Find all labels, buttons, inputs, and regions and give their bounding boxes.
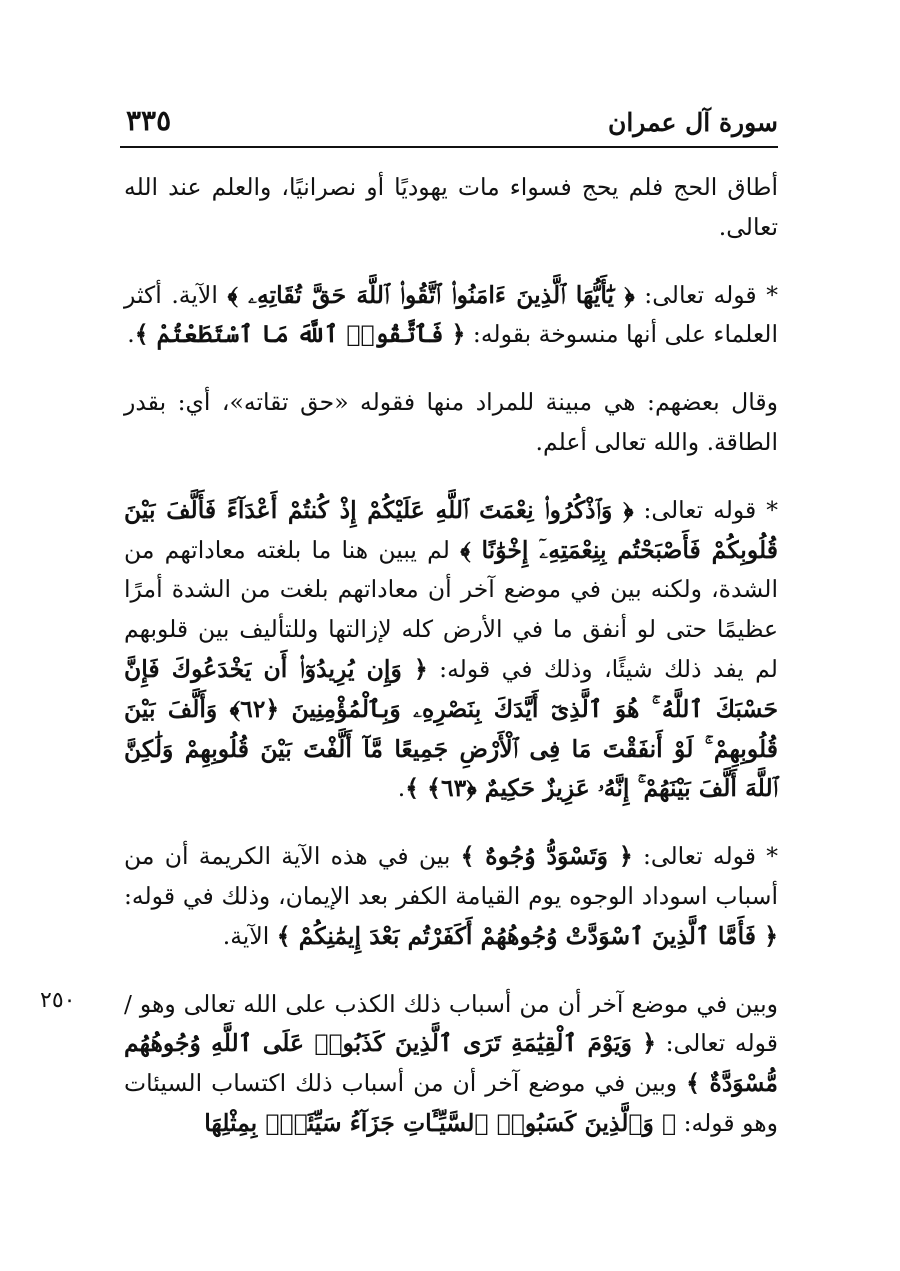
paragraph-text: وقال بعضهم: هي مبينة للمراد منها فقوله «حق تقاته»، أي: بقدر الطاقة. والله تعالى أعلم. — [124, 388, 778, 456]
quran-verse: ﴿ يَٰٓأَيُّهَا ٱلَّذِينَ ءَامَنُوا۟ ٱتَّقُوا۟ ٱللَّهَ حَقَّ تُقَاتِهِۦ ﴾ — [227, 280, 635, 309]
paragraph-text: وبين في موضع آخر أن من أسباب ذلك اكتساب السيئات وهو قوله: — [124, 1069, 778, 1137]
paragraph-end: الآية. — [222, 921, 270, 950]
paragraph-4 — [124, 491, 778, 809]
page-body — [124, 168, 778, 1172]
quran-verse: ﴿ فَٱتَّقُوا۟ ٱللَّهَ مَا ٱسْتَطَعْتُمْ ﴾ — [134, 320, 466, 349]
paragraph-2 — [124, 276, 778, 356]
page-number: ٣٣٥ — [126, 104, 172, 137]
quran-verse: ﴿ وَٱذْكُرُوا۟ نِعْمَتَ ٱللَّهِ عَلَيْكُمْ إِذْ كُنتُمْ أَعْدَآءً فَأَلَّفَ بَيْنَ قُلُوبِكُمْ فَأَصْبَحْتُم بِنِعْمَتِهِۦٓ إِخْوَٰنًا ﴾ — [124, 495, 778, 564]
paragraph-1 — [124, 168, 778, 248]
paragraph-intro: * قوله تعالى: — [644, 280, 778, 309]
paragraph-5 — [124, 837, 778, 956]
quran-verse: ﴿ وَيَوْمَ ٱلْقِيَٰمَةِ تَرَى ٱلَّذِينَ كَذَبُوا۟ عَلَى ٱللَّهِ وُجُوهُهُم مُّسْوَدَّةٌ ﴾ — [124, 1029, 778, 1098]
paragraph-intro: * قوله تعالى: — [643, 495, 778, 524]
quran-verse: ﴿ وَٱلَّذِينَ كَسَبُوا۟ ٱلسَّيِّـَٔاتِ جَزَآءُ سَيِّئَةٍۭ بِمِثْلِهَا — [204, 1108, 677, 1137]
surah-title: سورة آل عمران — [607, 108, 778, 137]
page-header — [120, 100, 778, 148]
paragraph-intro: وبين في موضع آخر أن من أسباب ذلك الكذب على الله تعالى وهو / قوله تعالى: — [124, 989, 778, 1058]
paragraph-intro: * قوله تعالى: — [642, 842, 778, 871]
paragraph-text: بين في هذه الآية الكريمة أن من أسباب اسوداد الوجوه يوم القيامة الكفر بعد الإيمان، وذلك في قوله: — [124, 842, 778, 910]
quran-verse: ﴿ وَتَسْوَدُّ وُجُوهٌ ﴾ — [460, 842, 633, 871]
quran-verse: ﴿ وَإِن يُرِيدُوٓا۟ أَن يَخْدَعُوكَ فَإِنَّ حَسْبَكَ ٱللَّهُ ۚ هُوَ ٱلَّذِىٓ أَيَّدَكَ بِنَصْرِهِۦ وَبِٱلْمُؤْمِنِينَ ﴿٦٢﴾ وَأَلَّفَ بَيْنَ قُلُوبِهِمْ ۚ لَوْ أَنفَقْتَ مَا فِى ٱلْأَرْضِ جَمِيعًا مَّآ أَلَّفْتَ بَيْنَ قُلُوبِهِمْ وَلَٰكِنَّ ٱللَّهَ أَلَّفَ بَيْنَهُمْ ۚ إِنَّهُۥ عَزِيزٌ حَكِيمٌ ﴿٦٣﴾ ﴾ — [124, 654, 778, 803]
paragraph-text: أطاق الحج فلم يحج فسواء مات يهوديًا أو نصرانيًا، والعلم عند الله تعالى. — [124, 173, 778, 241]
paragraph-end: . — [127, 320, 135, 349]
paragraph-text: لم يبين هنا ما بلغته معاداتهم من الشدة، ولكنه بين في موضع آخر أن معاداتهم بلغت من الشدة أمرًا عظيمًا حتى لو أنفق ما في الأرض كله لإزالتها وللتأليف بين قلوبهم لم يفد ذلك شيئًا، وذلك في قوله: — [124, 535, 778, 683]
paragraph-3 — [124, 383, 778, 463]
paragraph-text: الآية. أكثر العلماء على أنها منسوخة بقوله: — [124, 280, 778, 349]
paragraph-6 — [124, 985, 778, 1144]
paragraph-end: . — [397, 774, 406, 803]
quran-verse: ﴿ فَأَمَّا ٱلَّذِينَ ٱسْوَدَّتْ وُجُوهُهُمْ أَكَفَرْتُم بَعْدَ إِيمَٰنِكُمْ ﴾ — [276, 921, 778, 950]
margin-number: ٢٥٠ — [40, 988, 76, 1013]
